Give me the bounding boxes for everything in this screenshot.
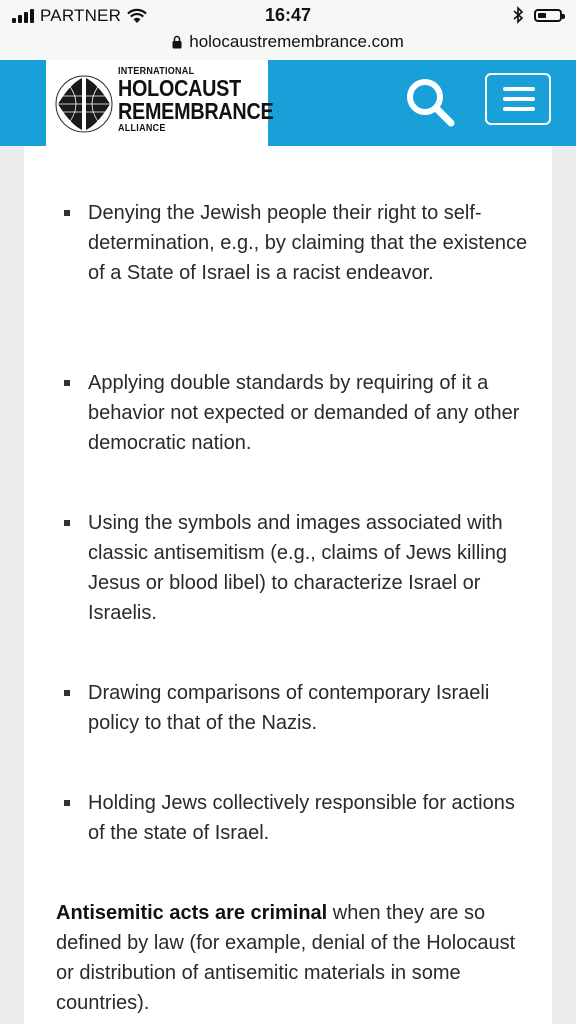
status-right — [512, 6, 562, 24]
bluetooth-icon — [512, 6, 524, 24]
globe-emblem-icon — [54, 74, 114, 134]
list-item — [88, 198, 528, 288]
bullet-marker — [64, 690, 70, 696]
hamburger-bar — [503, 97, 535, 101]
url-text: holocaustremembrance.com — [189, 32, 404, 51]
list-item — [88, 368, 528, 458]
closing-bold-phrase: Antisemitic acts are criminal — [56, 902, 328, 924]
list-item-text: Denying the Jewish people their right to self-determination, e.g., by claiming that the existence of a State of Israel is a racist endeavor. — [88, 202, 528, 284]
search-icon[interactable] — [404, 76, 456, 128]
carrier-name: PARTNER — [40, 6, 122, 25]
menu-button[interactable] — [485, 73, 551, 125]
clock: 16:47 — [264, 5, 312, 25]
logo-line-remembrance: REMEMBRANCE — [118, 98, 274, 124]
list-item-text: Drawing comparisons of contemporary Israeli policy to that of the Nazis. — [88, 682, 490, 734]
site-header — [0, 60, 576, 146]
bullet-marker — [64, 520, 70, 526]
bullet-marker — [64, 800, 70, 806]
logo-line-holocaust: HOLOCAUST — [118, 75, 241, 101]
lock-icon — [172, 35, 182, 49]
address-bar[interactable] — [0, 32, 576, 60]
closing-rest-text: when they are so defined by law (for example, denial of the Holocaust or distribution of antisemitic materials in some countries). — [56, 902, 516, 1014]
logo-wordmark — [118, 66, 299, 134]
hamburger-menu-icon — [503, 87, 535, 91]
closing-paragraph — [56, 898, 526, 1018]
list-item — [88, 678, 528, 738]
list-item — [88, 508, 528, 628]
logo-line-alliance: ALLIANCE — [118, 123, 166, 134]
list-item — [88, 788, 528, 848]
site-logo[interactable] — [46, 60, 274, 146]
logo-line-international: INTERNATIONAL — [118, 66, 195, 77]
article-content — [24, 146, 552, 1024]
bullet-marker — [64, 380, 70, 386]
battery-icon — [534, 9, 562, 22]
hamburger-bar — [503, 107, 535, 111]
bullet-marker — [64, 210, 70, 216]
status-bar — [0, 0, 576, 32]
list-item-text: Holding Jews collectively responsible for actions of the state of Israel. — [88, 792, 515, 844]
list-item-text: Using the symbols and images associated with classic antisemitism (e.g., claims of Jews killing Jesus or blood libel) to characterize Israel or Israelis. — [88, 512, 507, 624]
list-item-text: Applying double standards by requiring of it a behavior not expected or demanded of any other democratic nation. — [88, 372, 520, 454]
